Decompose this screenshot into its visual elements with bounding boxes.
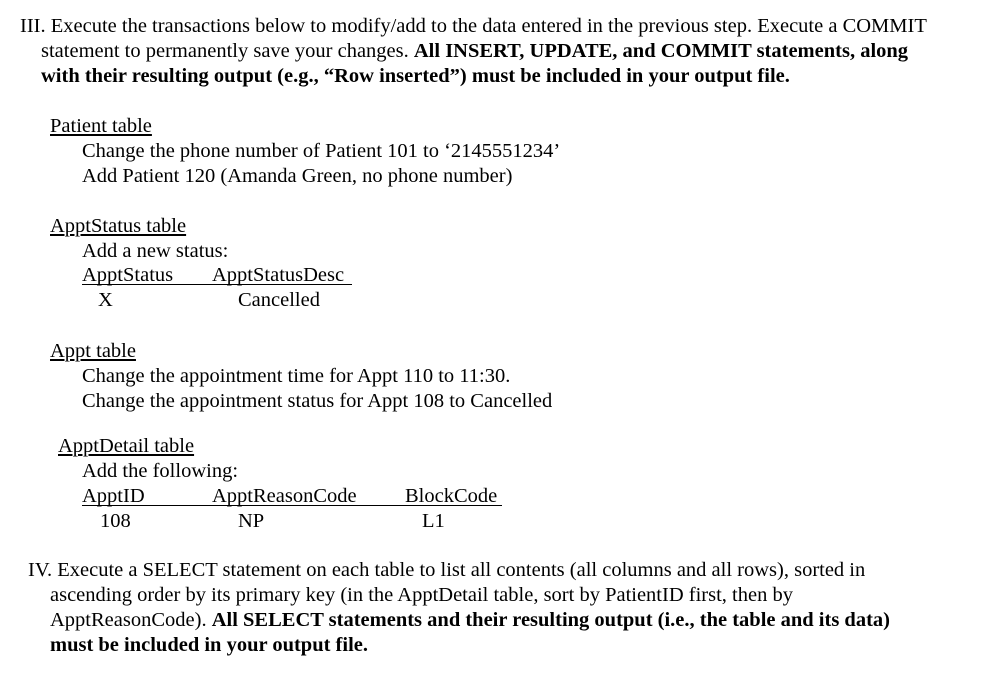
section-4-bold-text: must be included in your output file. (50, 634, 369, 656)
section-3-text: III. Execute the transactions below to modify/add to the data entered in the previous step. Execute a COMMIT (20, 15, 927, 37)
apptdetail-cell: 108 (100, 510, 131, 532)
section-3-line-1 (20, 14, 927, 39)
appt-table-heading: Appt table (50, 340, 136, 362)
apptstatus-cell: Cancelled (238, 289, 320, 311)
section-4-text: IV. Execute a SELECT statement on each table to list all contents (all columns and all rows), sorted in (28, 559, 866, 581)
section-4-line-1 (28, 558, 865, 583)
section-3-text: statement to permanently save your changes. (41, 40, 414, 62)
apptdetail-intro: Add the following: (82, 460, 239, 482)
apptdetail-col-header: ApptID (82, 485, 145, 507)
section-3-bold-text: All INSERT, UPDATE, and COMMIT statements, along (413, 40, 909, 62)
section-4-line-4 (50, 633, 368, 658)
section-4-text: ascending order by its primary key (in the ApptDetail table, sort by PatientID first, then by (50, 584, 793, 606)
apptdetail-table-heading: ApptDetail table (58, 435, 195, 457)
section-4-text: ApptReasonCode). (50, 609, 212, 631)
apptdetail-col-header: ApptReasonCode (212, 485, 357, 507)
apptdetail-cell: NP (238, 510, 265, 532)
apptstatus-intro: Add a new status: (82, 240, 229, 262)
section-3-line-3 (41, 64, 790, 89)
apptstatus-col-header: ApptStatus (82, 264, 174, 286)
section-3-line-2 (41, 39, 908, 64)
apptstatus-table-heading: ApptStatus table (50, 215, 187, 237)
appt-item-2: Change the appointment status for Appt 108 to Cancelled (82, 390, 553, 412)
section-4-line-2 (50, 583, 793, 608)
patient-item-2: Add Patient 120 (Amanda Green, no phone number) (82, 165, 513, 187)
patient-table-heading: Patient table (50, 115, 152, 137)
apptstatus-col-header: ApptStatusDesc (212, 264, 345, 286)
section-4-line-3 (50, 608, 890, 633)
appt-item-1: Change the appointment time for Appt 110 to 11:30. (82, 365, 511, 387)
section-3-bold-text: with their resulting output (e.g., “Row inserted”) must be included in your output file. (41, 65, 790, 87)
patient-item-1: Change the phone number of Patient 101 to ‘2145551234’ (82, 140, 561, 162)
apptdetail-col-header: BlockCode (405, 485, 498, 507)
section-4-bold-text: All SELECT statements and their resulting output (i.e., the table and its data) (211, 609, 890, 631)
apptdetail-cell: L1 (422, 510, 445, 532)
apptstatus-cell: X (98, 289, 113, 311)
